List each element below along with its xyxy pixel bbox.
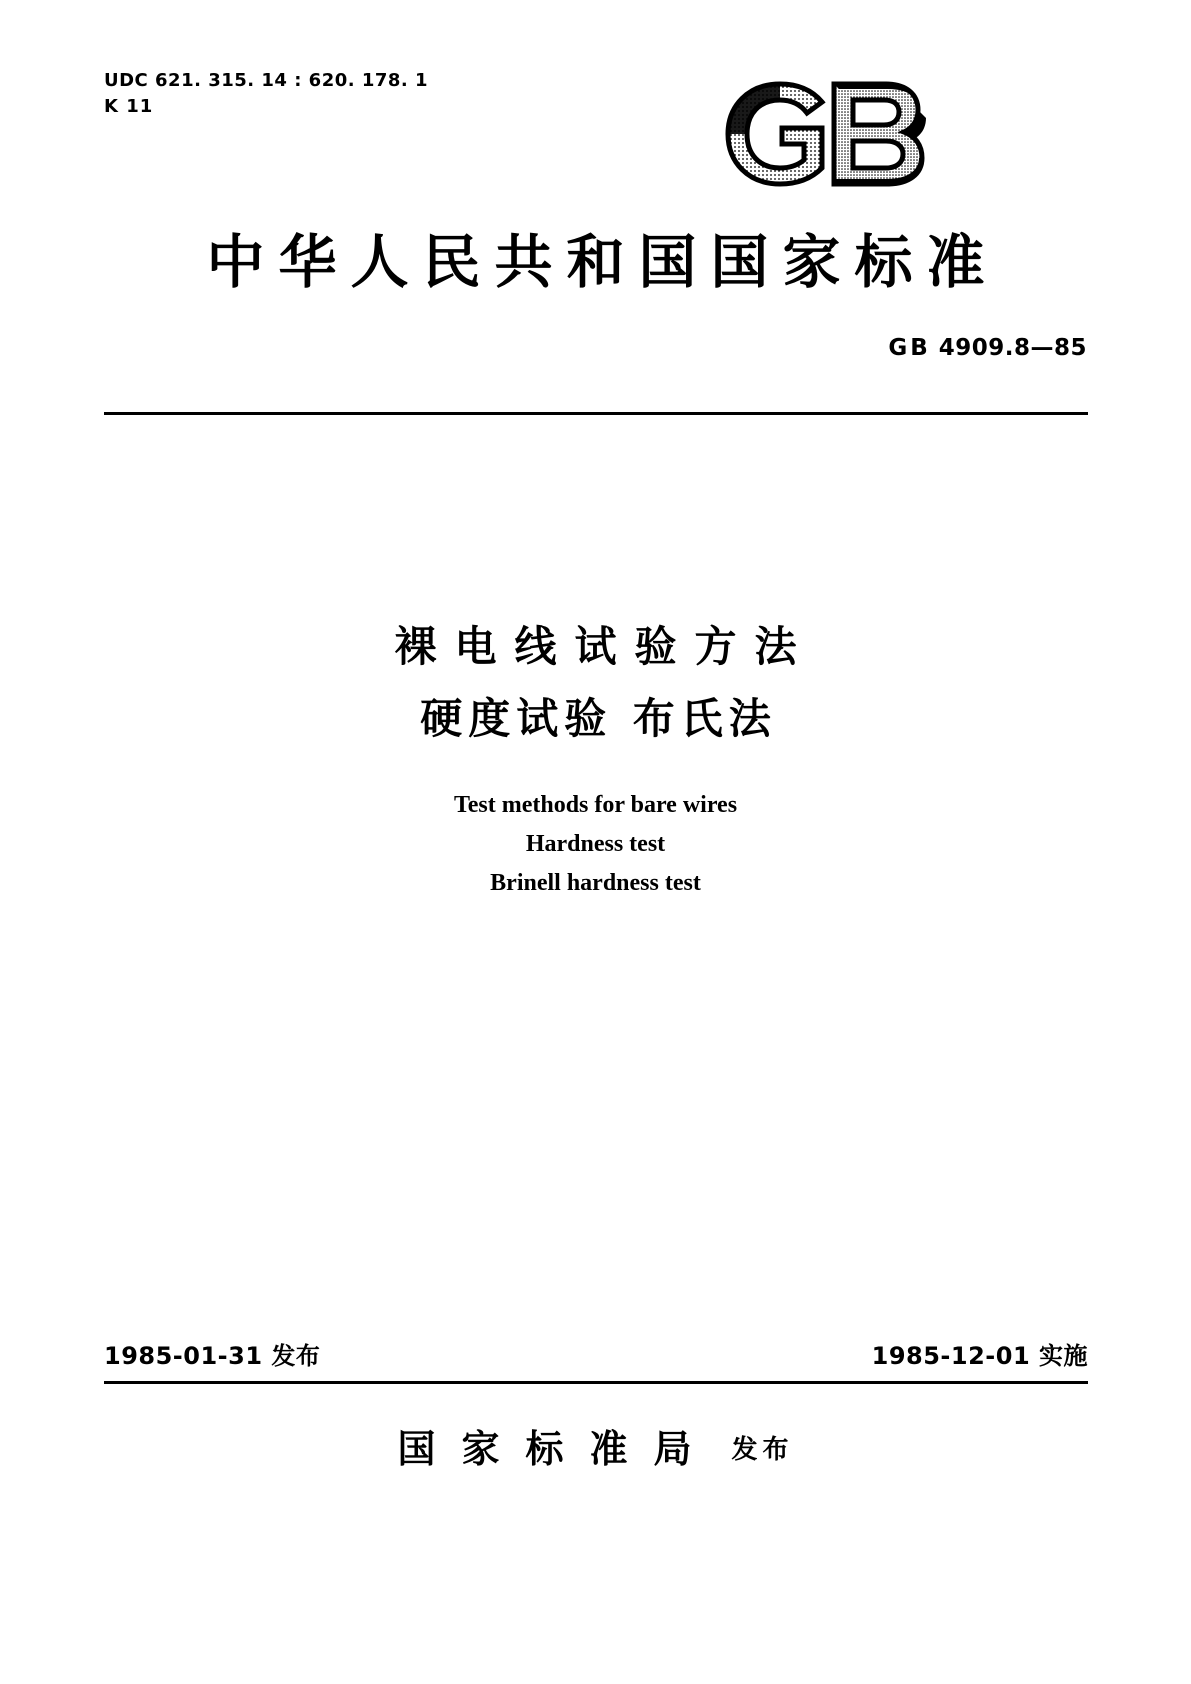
document-title-cn-line1: 裸电线试验方法 [394, 622, 815, 671]
document-title [0, 615, 1191, 751]
gb-logo-icon [718, 78, 948, 190]
publisher-block [0, 1418, 1191, 1473]
udc-category-line: K 11 [104, 96, 154, 118]
document-title-en-line3: Brinell hardness test [490, 869, 701, 896]
udc-code-line: UDC 621. 315. 14 : 620. 178. 1 [104, 70, 429, 91]
date-row [104, 1336, 1088, 1371]
effective-date: 1985-12-01 实施 [871, 1342, 1088, 1370]
issue-date: 1985-01-31 发布 [104, 1342, 321, 1370]
publisher-verb: 发布 [731, 1435, 794, 1465]
footer-divider [104, 1381, 1088, 1384]
national-standard-heading: 中华人民共和国国家标准 [206, 228, 999, 296]
standard-number-value: 4909.8—85 [938, 335, 1087, 361]
document-title-en-line2: Hardness test [525, 830, 666, 857]
document-title-cn-line2: 硬度试验 布氏法 [420, 694, 777, 743]
publisher-organization: 国家标准局 [397, 1427, 718, 1471]
document-title-en [0, 786, 1191, 903]
udc-classification-block [104, 68, 428, 120]
header-divider [104, 412, 1088, 415]
standard-number-prefix: GB [888, 335, 931, 361]
document-title-en-line1: Test methods for bare wires [453, 792, 738, 818]
standard-number [888, 335, 1087, 361]
